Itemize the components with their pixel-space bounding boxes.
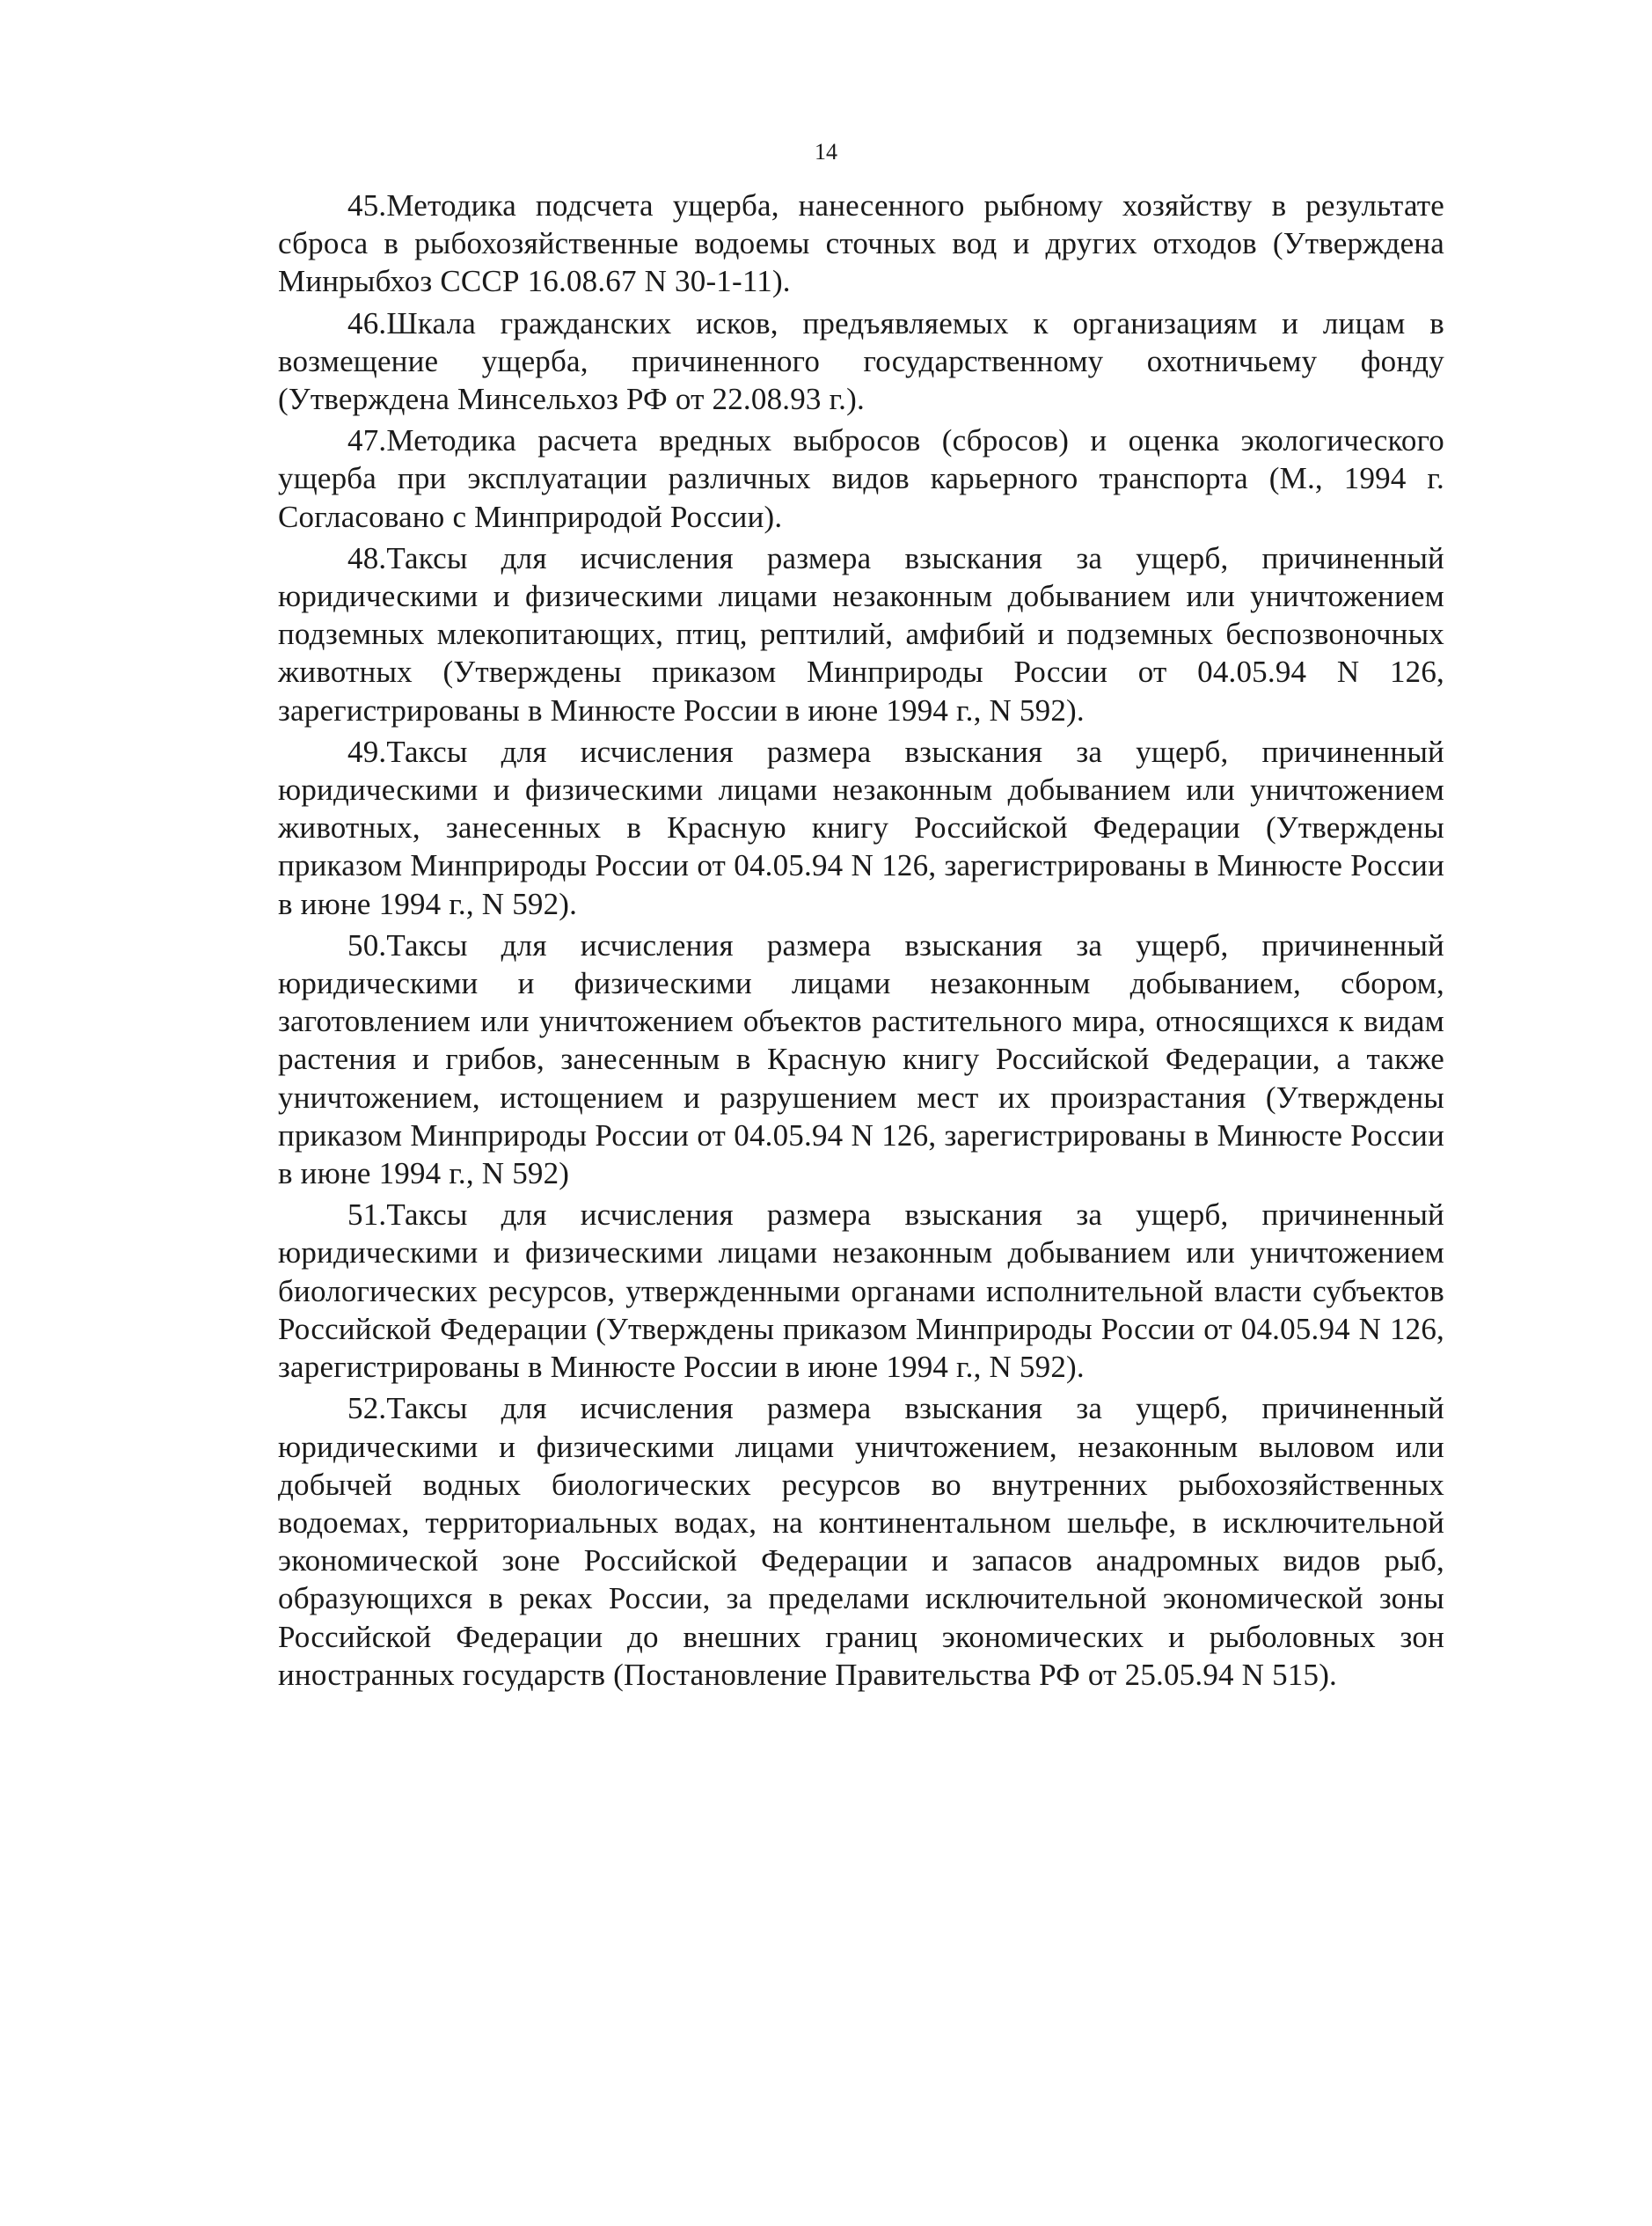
list-item-45: 45.Методика подсчета ущерба, нанесенного рыбному хозяйству в результате сброса в рыбохозяйственные водоемы сточных вод и других отходов (Утверждена Минрыбхоз СССР 16.08.67 N 30-1-11).: [278, 188, 1444, 299]
list-item-50: 50.Таксы для исчисления размера взыскания за ущерб, причиненный юридическими и физическими лицами незаконным добыванием, сбором, заготовлением или уничтожением объектов растительного мира, относящихся к видам растения и грибов, занесенным в Красную книгу Российской Федерации, а также уничтожением, истощением и разрушением мест их произрастания (Утверждены приказом Минприроды России от 04.05.94 N 126, зарегистрированы в Минюсте России в июне 1994 г., N 592): [278, 927, 1444, 1191]
list-item-48: 48.Таксы для исчисления размера взыскания за ущерб, причиненный юридическими и физическими лицами незаконным добыванием или уничтожением подземных млекопитающих, птиц, рептилий, амфибий и подземных беспозвоночных животных (Утверждены приказом Минприроды России от 04.05.94 N 126, зарегистрированы в Минюсте России в июне 1994 г., N 592).: [278, 540, 1444, 728]
list-item-49: 49.Таксы для исчисления размера взыскания за ущерб, причиненный юридическими и физическими лицами незаконным добыванием или уничтожением животных, занесенных в Красную книгу Российской Федерации (Утверждены приказом Минприроды России от 04.05.94 N 126, зарегистрированы в Минюсте России в июне 1994 г., N 592).: [278, 734, 1444, 921]
list-item-46: 46.Шкала гражданских исков, предъявляемых к организациям и лицам в возмещение ущерба, причиненного государственному охотничьему фонду (Утверждена Минсельхоз РФ от 22.08.93 г.).: [278, 305, 1444, 417]
document-body: [278, 187, 1444, 1697]
list-item-47: 47.Методика расчета вредных выбросов (сбросов) и оценка экологического ущерба при эксплуатации различных видов карьерного транспорта (М., 1994 г. Согласовано с Минприродой России).: [278, 423, 1444, 534]
list-item-51: 51.Таксы для исчисления размера взыскания за ущерб, причиненный юридическими и физическими лицами незаконным добыванием или уничтожением биологических ресурсов, утвержденными органами исполнительной власти субъектов Российской Федерации (Утверждены приказом Минприроды России от 04.05.94 N 126, зарегистрированы в Минюсте России в июне 1994 г., N 592).: [278, 1197, 1444, 1385]
list-item-52: 52.Таксы для исчисления размера взыскания за ущерб, причиненный юридическими и физическими лицами уничтожением, незаконным выловом или добычей водных биологических ресурсов во внутренних рыбохозяйственных водоемах, территориальных водах, на континентальном шельфе, в исключительной экономической зоне Российской Федерации и запасов анадромных видов рыб, образующихся в реках России, за пределами исключительной экономической зоны Российской Федерации до внешних границ экономических и рыболовных зон иностранных государств (Постановление Правительства РФ от 25.05.94 N 515).: [278, 1391, 1444, 1692]
page-number: 14: [815, 139, 837, 165]
